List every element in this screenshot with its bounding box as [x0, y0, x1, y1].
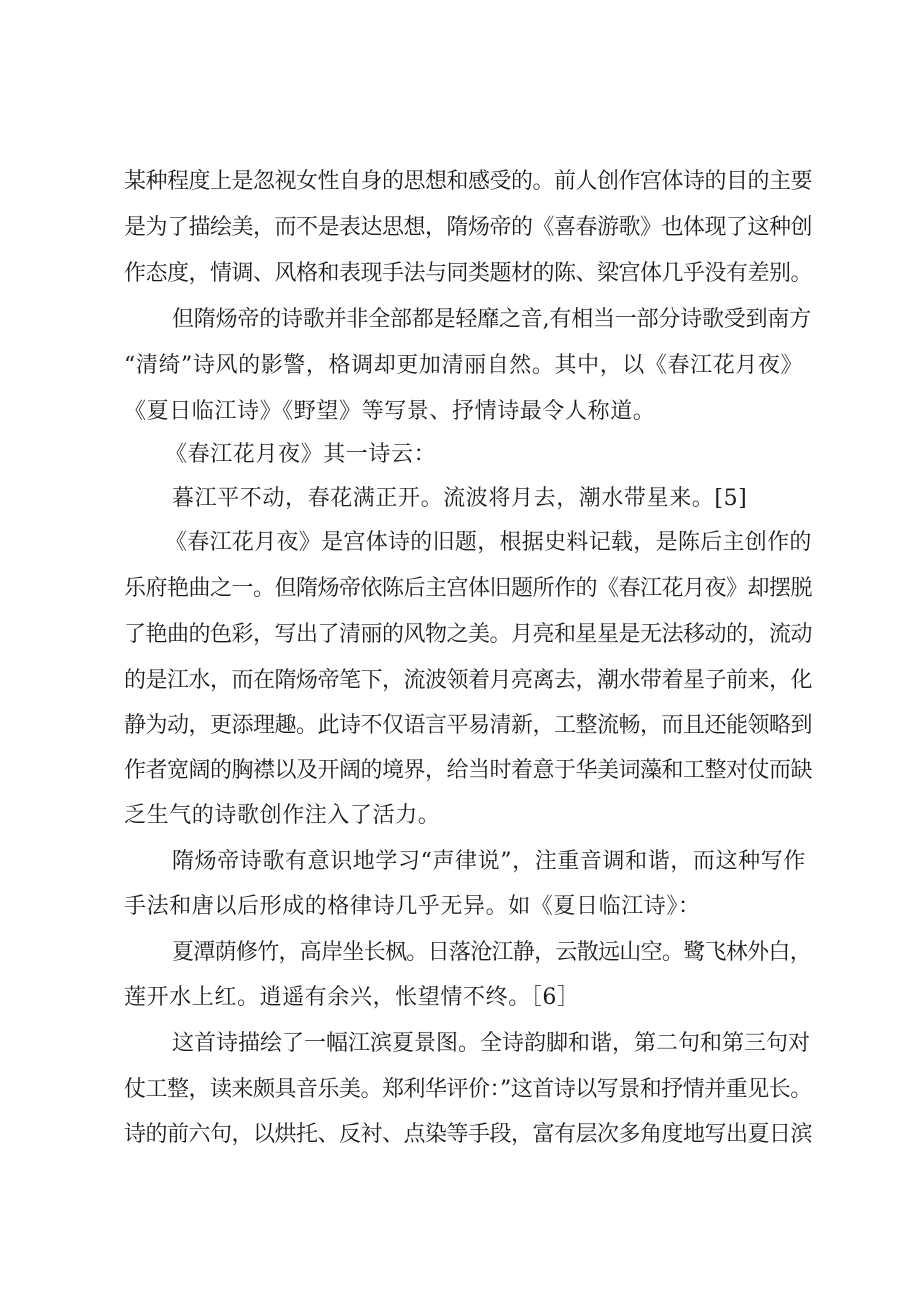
text-line: 《夏日临江诗》《野望》等写景、抒情诗最令人称道。 [124, 399, 656, 424]
text-line: 是为了描绘美，而不是表达思想，隋炀帝的《喜春游歌》也体现了这种创 [124, 215, 813, 240]
text-line: 乏生气的诗歌创作注入了活力。 [124, 803, 441, 828]
text-line: 静为动，更添理趣。此诗不仅语言平易清新，工整流畅，而且还能领略到 [124, 713, 813, 738]
text-line: 隋炀帝诗歌有意识地学习“声律说”，注重音调和谐，而这种写作 [172, 849, 806, 874]
text-line: 作者宽阔的胸襟以及开阔的境界，给当时着意于华美词藻和工整对仗而缺 [124, 758, 813, 783]
text-line: 但隋炀帝的诗歌并非全部都是轻靡之音,有相当一部分诗歌受到南方 [172, 307, 811, 332]
text-line: 诗的前六句，以烘托、反衬、点染等手段，富有层次多角度地写出夏日滨 [124, 1122, 813, 1147]
text-line: “清绮”诗风的影警，格调却更加清丽自然。其中，以《春江花月夜》 [124, 353, 804, 378]
text-line: 这首诗描绘了一幅江滨夏景图。全诗韵脚和谐，第二句和第三句对 [172, 1031, 811, 1056]
text-line: 夏潭荫修竹，高岸坐长枫。日落沧江静，云散远山空。鹭飞林外白， [172, 940, 812, 965]
text-line: 了艳曲的色彩，写出了清丽的风物之美。月亮和星星是无法移动的，流动 [124, 622, 813, 647]
text-line: 的是江水，而在隋炀帝笔下，流波领着月亮离去，潮水带着星子前来，化 [124, 668, 813, 693]
text-line: 暮江平不动，春花满正开。流波将月去，潮水带星来。[5] [172, 486, 748, 511]
text-line: 手法和唐以后形成的格律诗几乎无异。如《夏日临江诗》： [124, 894, 701, 919]
text-line: 某种程度上是忽视女性自身的思想和感受的。前人创作宫体诗的目的主要 [124, 169, 813, 194]
text-line: 《春江花月夜》其一诗云： [165, 442, 437, 467]
text-line: 《春江花月夜》是宫体诗的旧题，根据史料记载，是陈后主创作的 [165, 530, 812, 555]
text-line: 莲开水上红。逍遥有余兴，怅望情不终。［6］ [124, 985, 580, 1010]
text-line: 作态度，情调、风格和表现手法与同类题材的陈、梁宫体几乎没有差别。 [124, 261, 813, 286]
text-line: 仗工整，读来颇具音乐美。郑利华评价：”这首诗以写景和抒情并重见长。 [124, 1077, 812, 1102]
text-line: 乐府艳曲之一。但隋炀帝依陈后主宫体旧题所作的《春江花月夜》却摆脱 [124, 576, 813, 601]
